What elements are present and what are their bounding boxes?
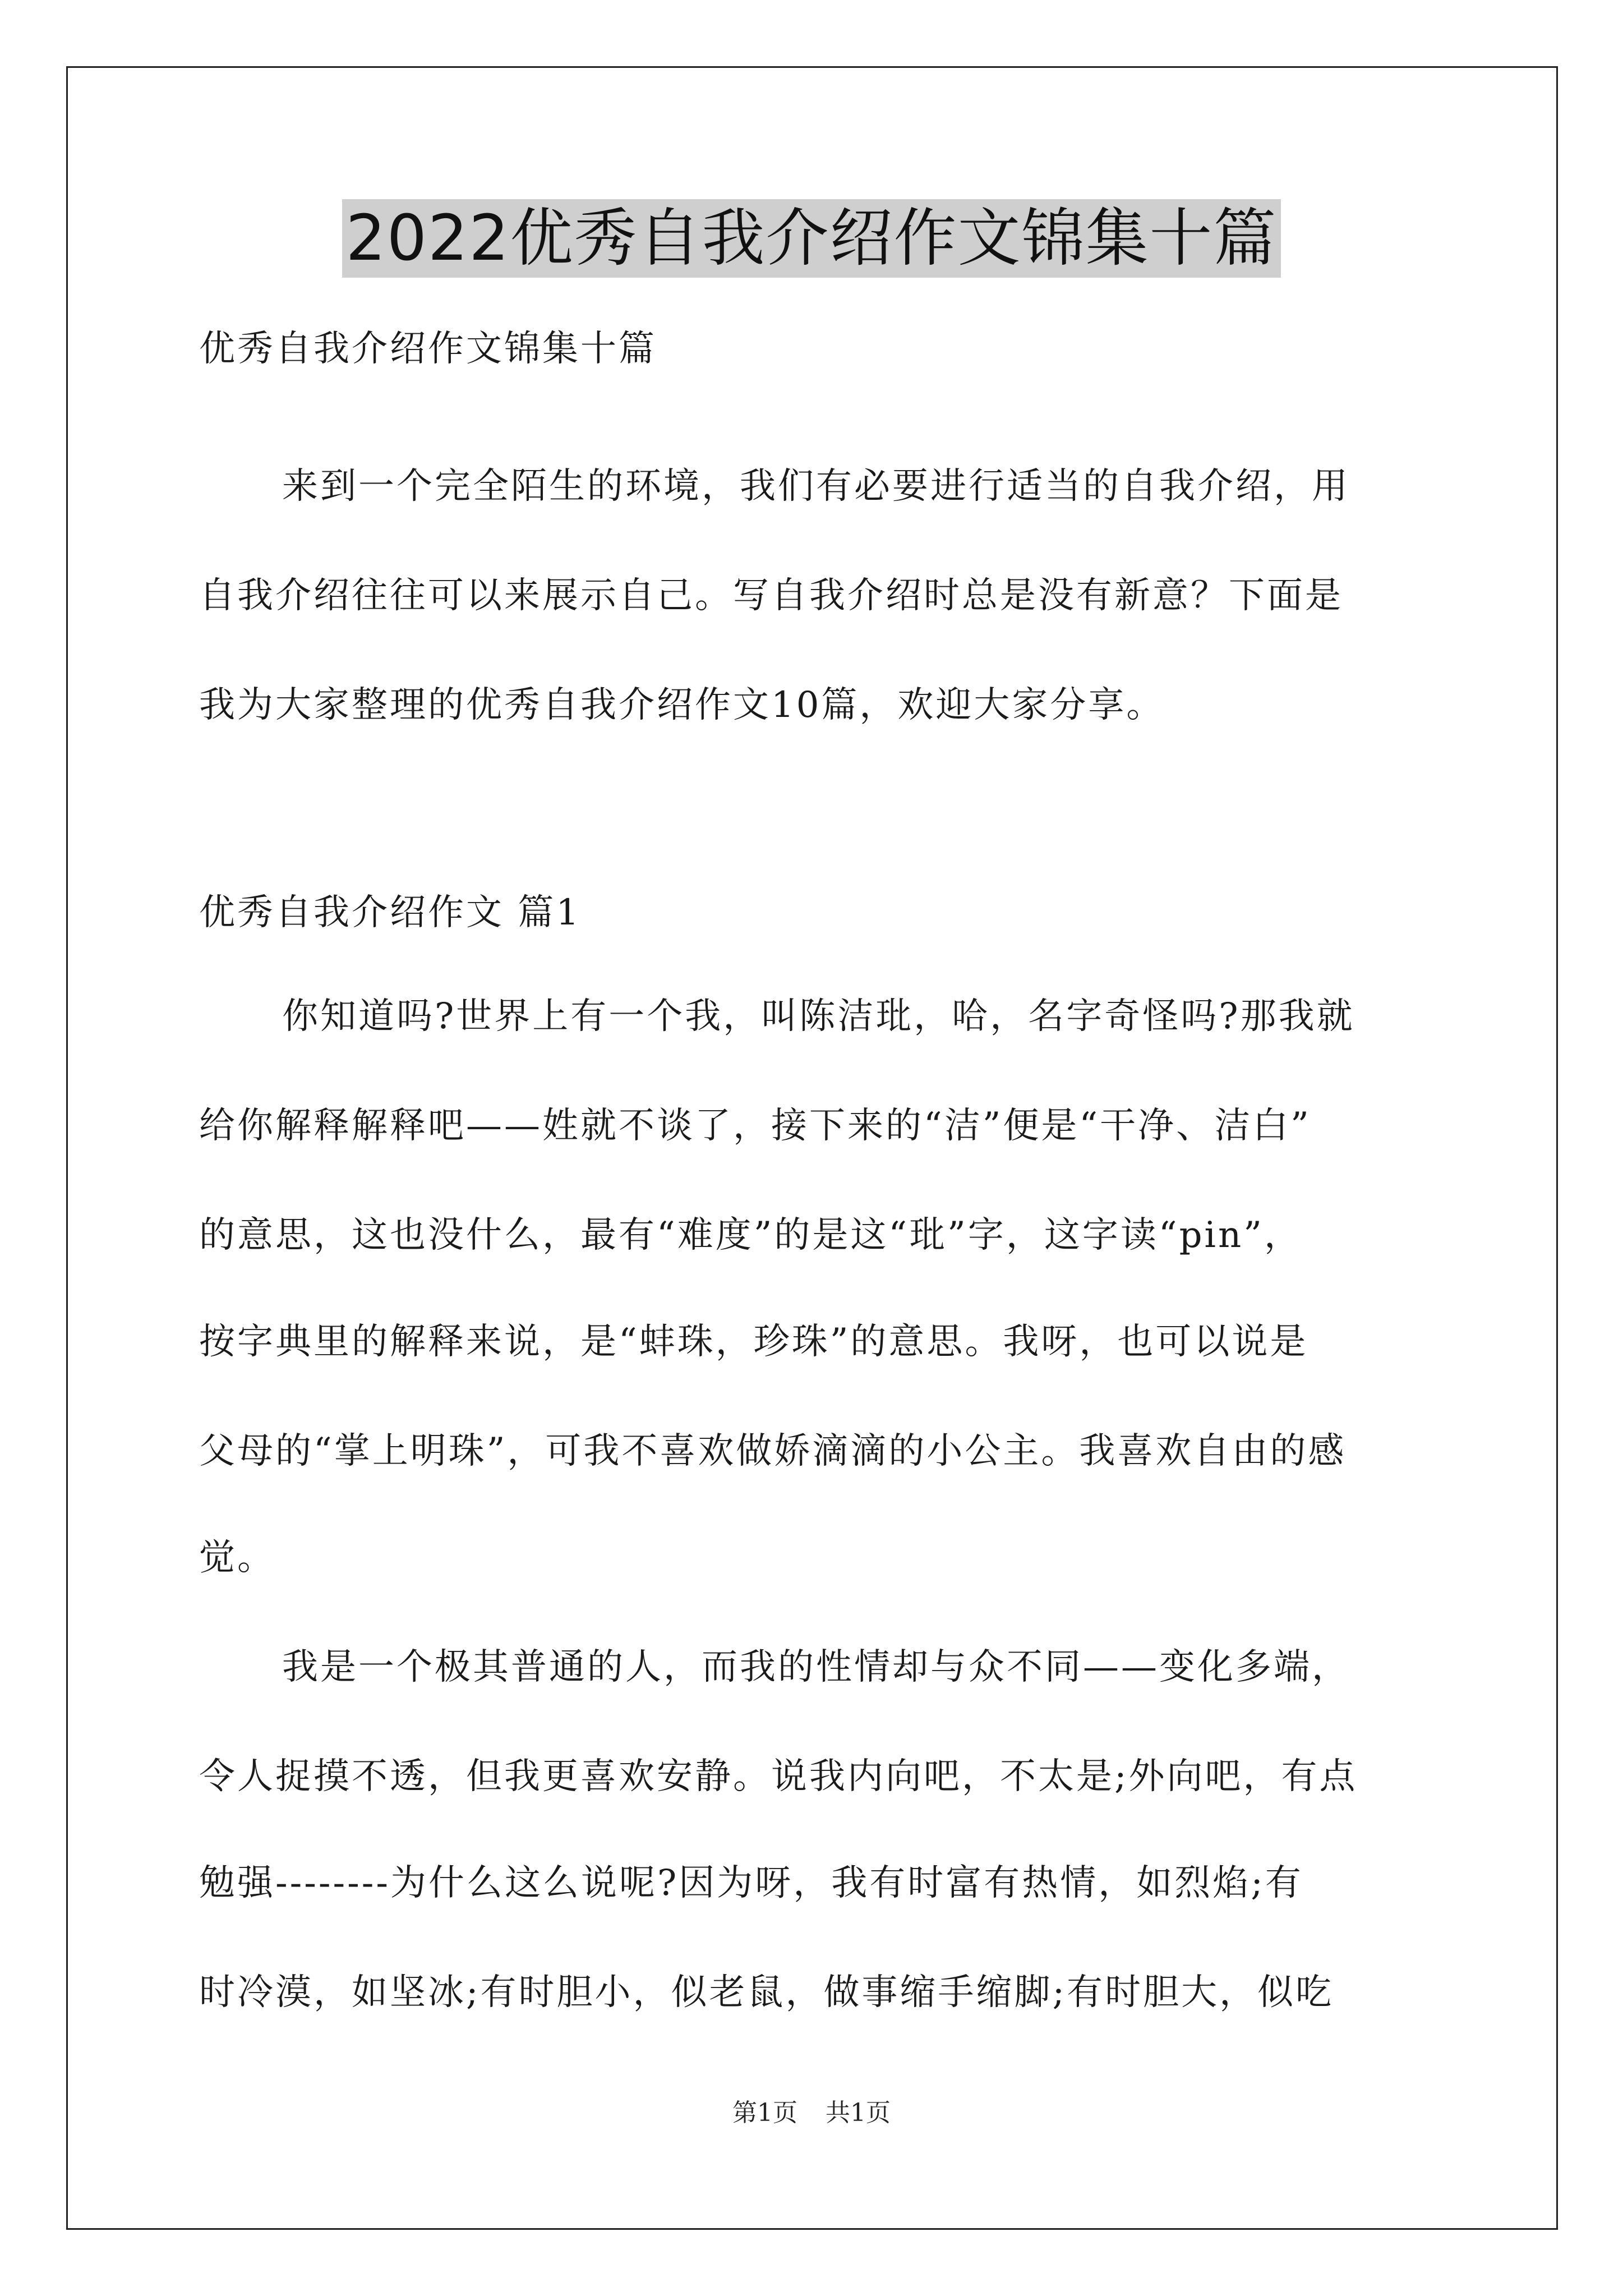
intro-line-3: 我为大家整理的优秀自我介绍作文10篇，欢迎大家分享。 bbox=[199, 684, 1165, 726]
title-wrap bbox=[0, 199, 1623, 278]
subtitle-line: 优秀自我介绍作文锦集十篇 bbox=[199, 328, 657, 370]
paragraph-1-line-1: 你知道吗?世界上有一个我，叫陈洁玭，哈，名字奇怪吗?那我就 bbox=[282, 996, 1355, 1037]
page-number: 第1页 bbox=[732, 2099, 797, 2127]
intro-line-1: 来到一个完全陌生的环境，我们有必要进行适当的自我介绍，用 bbox=[282, 466, 1350, 507]
document-title: 2022优秀自我介绍作文锦集十篇 bbox=[342, 199, 1280, 278]
intro-line-2: 自我介绍往往可以来展示自己。写自我介绍时总是没有新意？下面是 bbox=[199, 575, 1343, 616]
paragraph-2-line-3: 勉强--------为什么这么说呢?因为呀，我有时富有热情，如烈焰;有 bbox=[199, 1862, 1303, 1904]
page-border bbox=[66, 66, 1558, 2230]
paragraph-1-line-2: 给你解释解释吧——姓就不谈了，接下来的“洁”便是“干净、洁白” bbox=[199, 1105, 1311, 1147]
paragraph-1-line-6: 觉。 bbox=[199, 1537, 275, 1579]
paragraph-1-line-4: 按字典里的解释来说，是“蚌珠，珍珠”的意思。我呀，也可以说是 bbox=[199, 1321, 1308, 1363]
paragraph-2-line-4: 时冷漠，如坚冰;有时胆小，似老鼠，做事缩手缩脚;有时胆大，似吃 bbox=[199, 1972, 1334, 2013]
section-heading: 优秀自我介绍作文 篇1 bbox=[199, 892, 582, 933]
paragraph-2-line-1: 我是一个极其普通的人，而我的性情却与众不同——变化多端， bbox=[282, 1646, 1350, 1688]
page-total: 共1页 bbox=[826, 2099, 891, 2127]
paragraph-2-line-2: 令人捉摸不透，但我更喜欢安静。说我内向吧，不太是;外向吧，有点 bbox=[199, 1756, 1358, 1797]
paragraph-1-line-5: 父母的“掌上明珠”，可我不喜欢做娇滴滴的小公主。我喜欢自由的感 bbox=[199, 1430, 1347, 1472]
paragraph-1-line-3: 的意思，这也没什么，最有“难度”的是这“玭”字，这字读“pin”， bbox=[199, 1214, 1302, 1256]
page-footer bbox=[0, 2092, 1623, 2128]
